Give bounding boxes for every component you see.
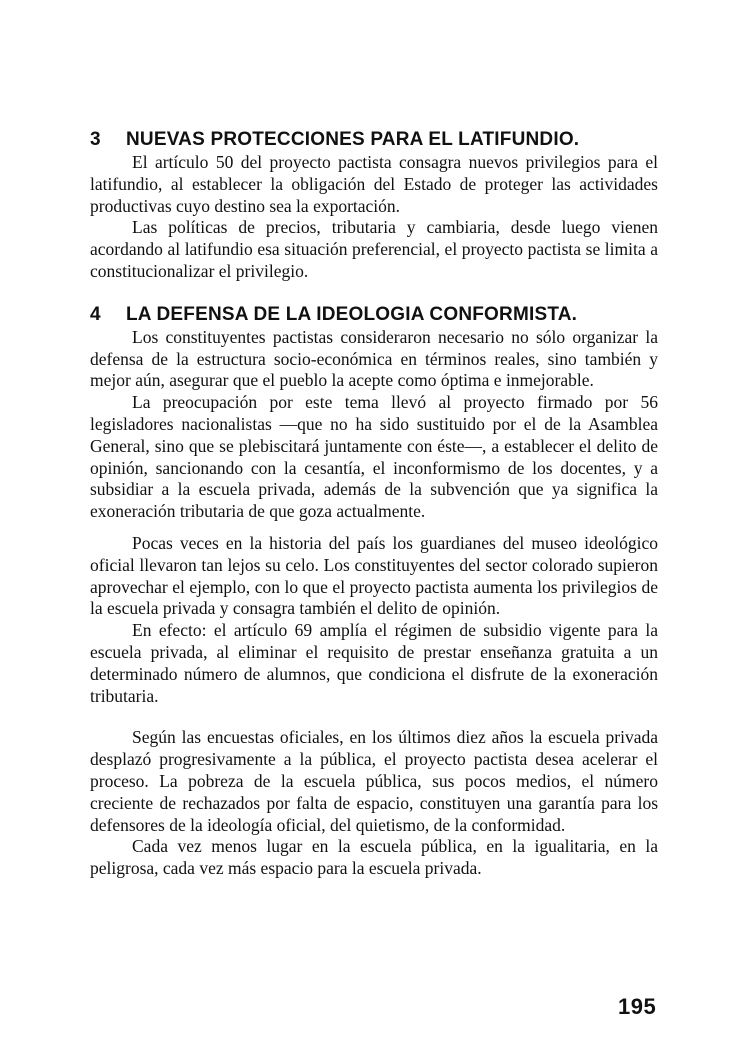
paragraph: Cada vez menos lugar en la escuela pública, en la igualitaria, en la peligrosa, cada vez más espacio para la escuela privada. [90,836,658,879]
section-4 [90,303,658,880]
section-3 [90,128,658,283]
page-body [90,128,658,900]
paragraph: Los constituyentes pactistas consideraron necesario no sólo organizar la defensa de la estructura socio-económica en términos reales, sino también y mejor aún, asegurar que el pueblo la acepte como óptima e inmejorable. [90,326,658,391]
paragraph: El artículo 50 del proyecto pactista consagra nuevos privilegios para el latifundio, al establecer la obligación del Estado de proteger las actividades productivas cuyo destino sea la exportación. [90,152,658,216]
section-number: 3 [90,129,101,150]
paragraph: Las políticas de precios, tributaria y cambiaria, desde luego vienen acordando al latifundio esa situación preferencial, el proyecto pactista se limita a constitucionalizar el privilegio. [90,217,658,281]
paragraph: En efecto: el artículo 69 amplía el régimen de subsidio vigente para la escuela privada, al eliminar el requisito de prestar enseñanza gratuita a un determinado número de alumnos, que condiciona el disfrute de la exoneración tributaria. [90,620,658,706]
section-title: NUEVAS PROTECCIONES PARA EL LATIFUNDIO. [126,129,580,150]
section-number: 4 [90,303,101,325]
paragraph: La preocupación por este tema llevó al proyecto firmado por 56 legisladores nacionalistas —que no ha sido sustituido por el de la Asamblea General, sino que se plebiscitará juntamente con éste—, a establecer el delito de opinión, sancionando con la cesantía, el inconformismo de los docentes, y a subsidiar a la escuela privada, además de la subvención que ya significa la exoneración tributaria de que goza actualmente. [90,392,658,522]
paragraph: Según las encuestas oficiales, en los últimos diez años la escuela privada desplazó progresivamente a la pública, el proyecto pactista desea acelerar el proceso. La pobreza de la escuela pública, sus pocos medios, el número creciente de rechazados por falta de espacio, constituyen una garantía para los defensores de la ideología oficial, del quietismo, de la conformidad. [90,727,658,835]
page-number: 195 [618,994,657,1019]
paragraph: Pocas veces en la historia del país los guardianes del museo ideológico oficial llevaron tan lejos su celo. Los constituyentes del sector colorado supieron aprovechar el ejemplo, con lo que el proyecto pactista aumenta los privilegios de la escuela privada y consagra también el delito de opinión. [90,532,658,619]
section-title: LA DEFENSA DE LA IDEOLOGIA CONFORMISTA. [126,303,578,325]
section-heading [90,303,658,327]
section-heading [90,128,658,152]
